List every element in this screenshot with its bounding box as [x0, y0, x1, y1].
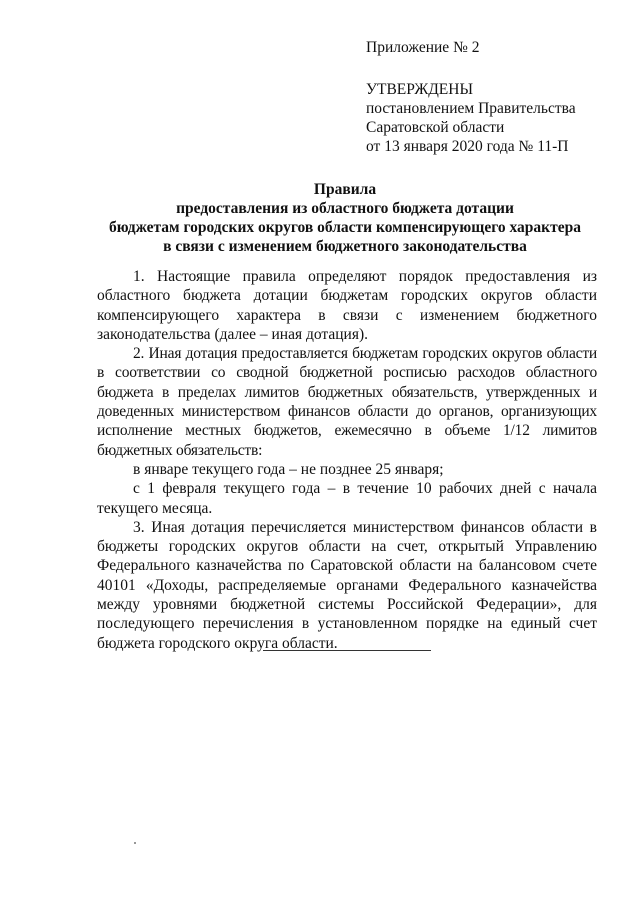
scan-speck [134, 842, 136, 844]
document-body [97, 267, 597, 653]
document-title [60, 180, 630, 256]
approved-by-line-2: Саратовской области [366, 119, 505, 136]
title-line-4: в связи с изменением бюджетного законодательства [163, 238, 527, 255]
title-line-2: предоставления из областного бюджета дотации [176, 200, 514, 217]
paragraph-3: 3. Иная дотация перечисляется министерством финансов области в бюджеты городских округов области на счет, открытый Управлению Федерального казначейства по Саратовской области на балансовом счете 40101 «Доходы, распределяемые органами Федерального казначейства между уровнями бюджетной системы Российской Федерации», для последующего перечисления в установленном порядке на единый счет бюджета городского округа области. [97, 518, 597, 652]
paragraph-2: 2. Иная дотация предоставляется бюджетам городских округов области в соответствии со сводной бюджетной росписью расходов областного бюджета в пределах лимитов бюджетных обязательств, утвержденных и доведенных министерством финансов области до органов, организующих исполнение местных бюджетов, ежемесячно в объеме 1/12 лимитов бюджетных обязательств: [97, 345, 597, 459]
paragraph-2-item-january: в январе текущего года – не позднее 25 января; [133, 460, 444, 478]
end-separator-line [263, 650, 431, 651]
appendix-label: Приложение № 2 [366, 39, 480, 56]
title-line-1: Правила [313, 181, 377, 198]
approved-by-line-3: от 13 января 2020 года № 11-П [366, 138, 569, 155]
approval-block [366, 80, 576, 156]
paragraph-2-item-february: с 1 февраля текущего года – в течение 10 рабочих дней с начала текущего месяца. [97, 480, 597, 517]
title-line-3: бюджетам городских округов области компенсирующего характера [109, 219, 581, 236]
approved-word: УТВЕРЖДЕНЫ [366, 81, 473, 98]
approved-by-line-1: постановлением Правительства [366, 100, 576, 117]
paragraph-1: 1. Настоящие правила определяют порядок предоставления из областного бюджета дотации бюджетам городских округов области компенсирующего характера в связи с изменением бюджетного законодательства (далее – иная дотация). [97, 268, 597, 343]
